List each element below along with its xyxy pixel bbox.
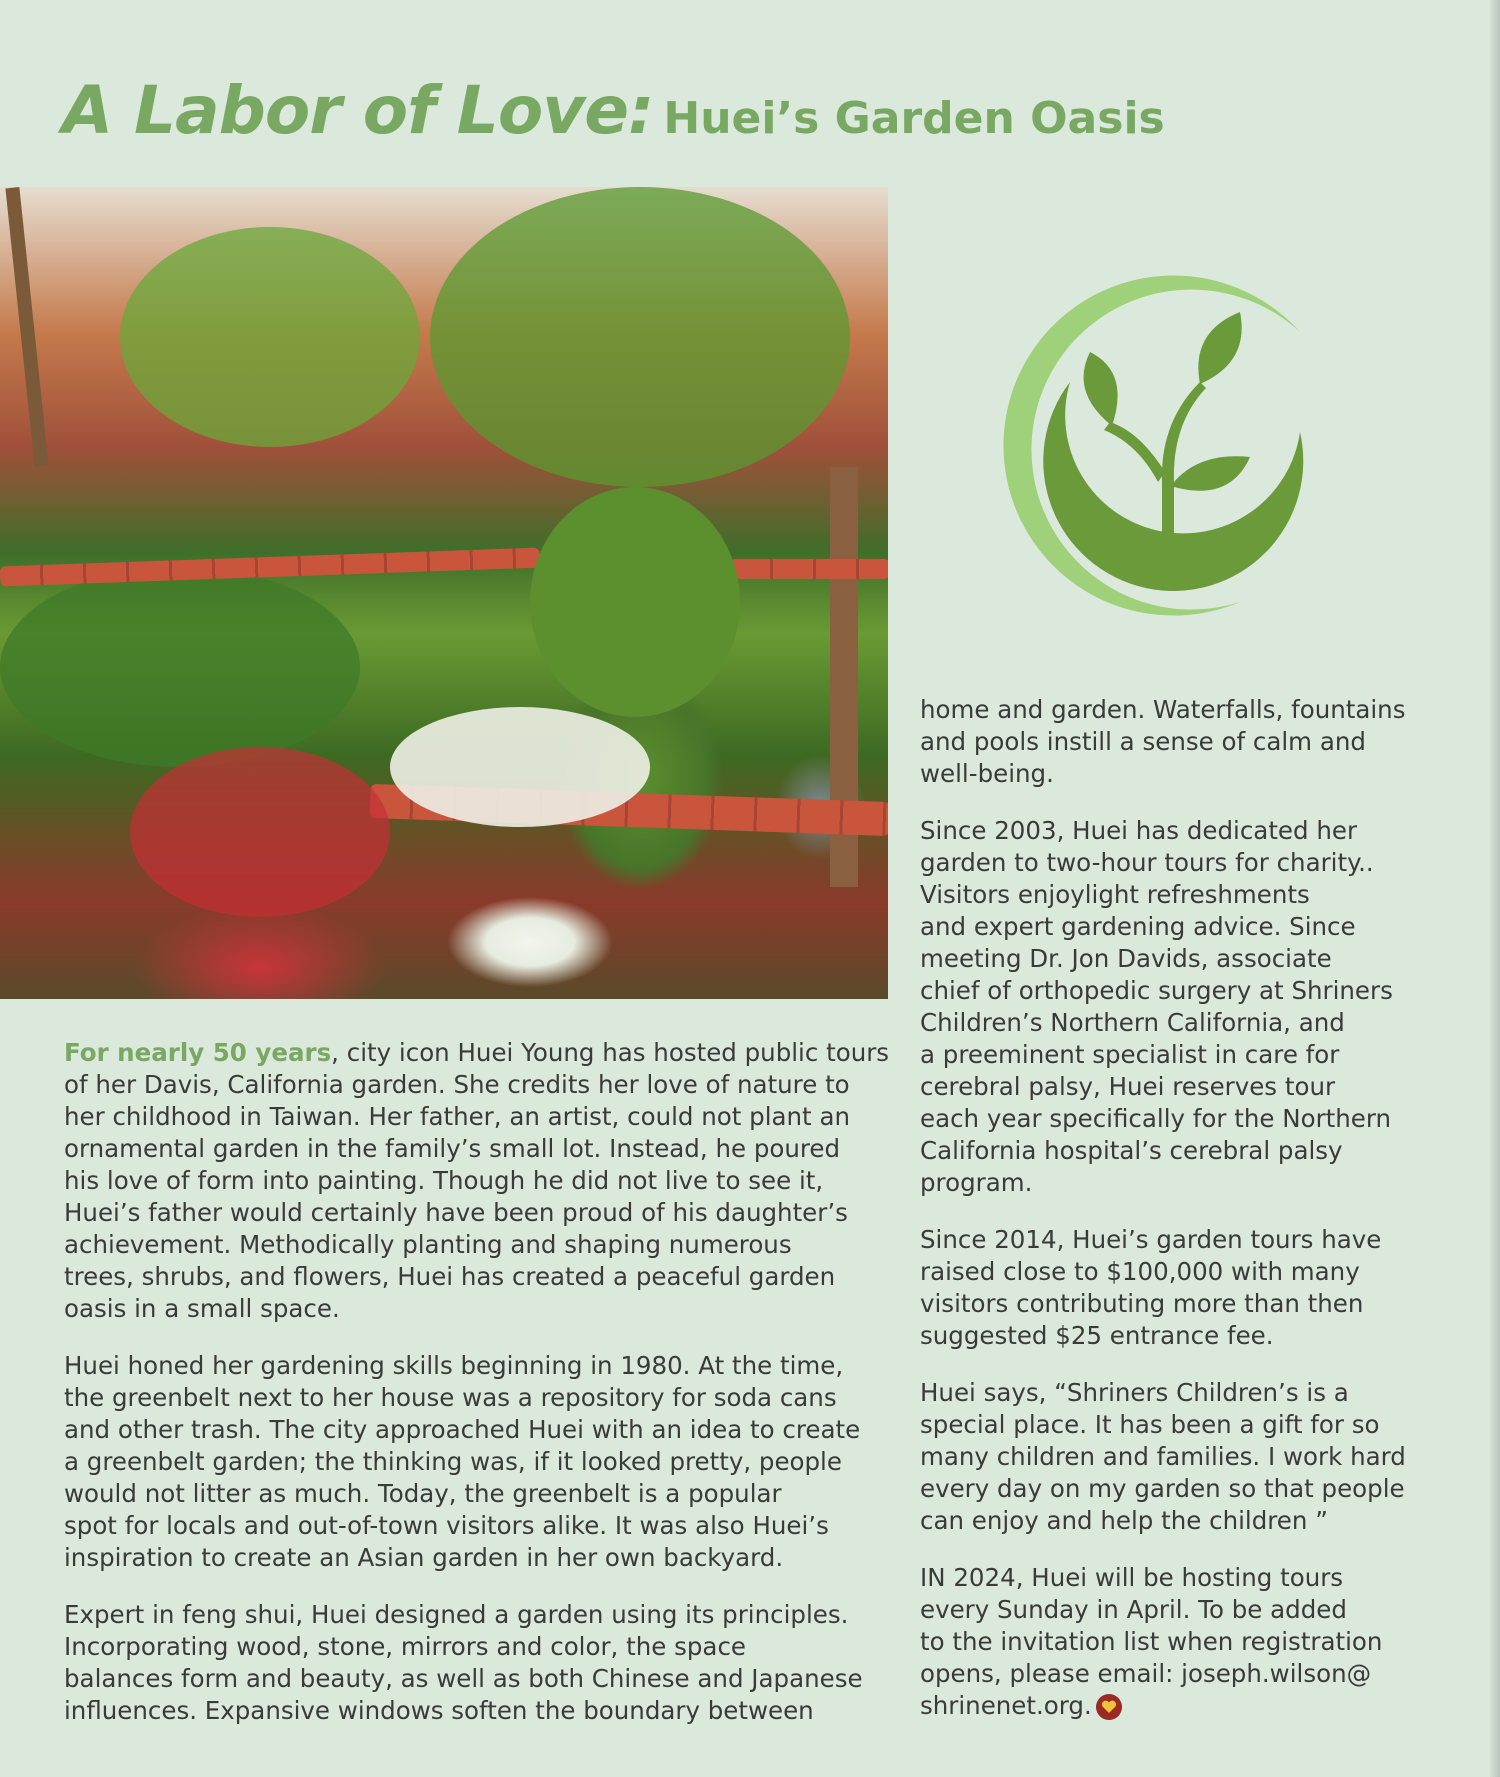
text-line: Expert in feng shui, Huei designed a garden using its principles. <box>64 1600 849 1629</box>
text-line: inspiration to create an Asian garden in her own backyard. <box>64 1543 784 1572</box>
text-line: program. <box>920 1168 1033 1197</box>
text-line: and other trash. The city approached Huei with an idea to create <box>64 1415 861 1444</box>
text-line: trees, shrubs, and flowers, Huei has created a peaceful garden <box>64 1262 836 1291</box>
text-line: each year specifically for the Northern <box>920 1104 1392 1133</box>
lead-in: For nearly 50 years <box>64 1038 332 1067</box>
text-line: many children and families. I work hard <box>920 1442 1406 1471</box>
text-line: a preeminent specialist in care for <box>920 1040 1340 1069</box>
text-line: a greenbelt garden; the thinking was, if it looked pretty, people <box>64 1447 842 1476</box>
right-column <box>920 694 1406 1747</box>
paragraph <box>920 1562 1406 1722</box>
text-line: balances form and beauty, as well as both Chinese and Japanese <box>64 1664 863 1693</box>
left-column <box>64 1037 889 1752</box>
title-sub: Huei’s Garden Oasis <box>663 93 1165 144</box>
page-edge <box>1490 0 1500 1777</box>
text-line: suggested $25 entrance fee. <box>920 1321 1274 1350</box>
text-line: and expert gardening advice. Since <box>920 912 1356 941</box>
text-line: to the invitation list when registration <box>920 1627 1383 1656</box>
garden-photo <box>0 187 888 999</box>
text-line: visitors contributing more than then <box>920 1289 1364 1318</box>
lead-rest: , city icon Huei Young has hosted public tours <box>331 1038 890 1067</box>
text-line: meeting Dr. Jon Davids, associate <box>920 944 1332 973</box>
text-line: every day on my garden so that people <box>920 1474 1405 1503</box>
text-line: home and garden. Waterfalls, fountains <box>920 695 1406 724</box>
paragraph <box>64 1037 889 1325</box>
text-line: opens, please email: joseph.wilson@ <box>920 1659 1372 1688</box>
text-line: shrinenet.org. <box>920 1690 1406 1722</box>
heart-icon <box>1096 1694 1122 1720</box>
text-line: every Sunday in April. To be added <box>920 1595 1347 1624</box>
article-title <box>62 72 1165 149</box>
text-line: influences. Expansive windows soften the boundary between <box>64 1696 814 1725</box>
text-line: chief of orthopedic surgery at Shriners <box>920 976 1393 1005</box>
sprout-logo-icon <box>1000 272 1345 617</box>
text-line: raised close to $100,000 with many <box>920 1257 1360 1286</box>
text-line: garden to two-hour tours for charity.. <box>920 848 1374 877</box>
text-line: Since 2014, Huei’s garden tours have <box>920 1225 1382 1254</box>
text-line: Visitors enjoylight refreshments <box>920 880 1310 909</box>
text-line: his love of form into painting. Though he did not live to see it, <box>64 1166 824 1195</box>
paragraph <box>64 1350 889 1574</box>
text-line: Incorporating wood, stone, mirrors and color, the space <box>64 1632 746 1661</box>
text-line: can enjoy and help the children ” <box>920 1506 1328 1535</box>
title-main: A Labor of Love: <box>62 72 654 149</box>
text-line: California hospital’s cerebral palsy <box>920 1136 1343 1165</box>
paragraph <box>920 694 1406 790</box>
text-line: achievement. Methodically planting and shaping numerous <box>64 1230 792 1259</box>
paragraph <box>920 1224 1406 1352</box>
text-line: Huei says, “Shriners Children’s is a <box>920 1378 1349 1407</box>
text-line: IN 2024, Huei will be hosting tours <box>920 1563 1344 1592</box>
text-line: Huei honed her gardening skills beginning in 1980. At the time, <box>64 1351 844 1380</box>
text-line: cerebral palsy, Huei reserves tour <box>920 1072 1336 1101</box>
text-line: oasis in a small space. <box>64 1294 340 1323</box>
text-line: would not litter as much. Today, the greenbelt is a popular <box>64 1479 782 1508</box>
text-line: the greenbelt next to her house was a repository for soda cans <box>64 1383 837 1412</box>
text-line: of her Davis, California garden. She credits her love of nature to <box>64 1070 850 1099</box>
text-line: ornamental garden in the family’s small lot. Instead, he poured <box>64 1134 841 1163</box>
text-line: well-being. <box>920 759 1054 788</box>
text-line: Children’s Northern California, and <box>920 1008 1345 1037</box>
paragraph <box>920 815 1406 1199</box>
paragraph <box>920 1377 1406 1537</box>
text-line: special place. It has been a gift for so <box>920 1410 1380 1439</box>
text-line <box>64 1037 889 1069</box>
text-line: spot for locals and out-of-town visitors alike. It was also Huei’s <box>64 1511 829 1540</box>
text-line: Huei’s father would certainly have been proud of his daughter’s <box>64 1198 848 1227</box>
text-line: her childhood in Taiwan. Her father, an artist, could not plant an <box>64 1102 850 1131</box>
text-line: Since 2003, Huei has dedicated her <box>920 816 1358 845</box>
text-line: and pools instill a sense of calm and <box>920 727 1366 756</box>
paragraph <box>64 1599 889 1727</box>
